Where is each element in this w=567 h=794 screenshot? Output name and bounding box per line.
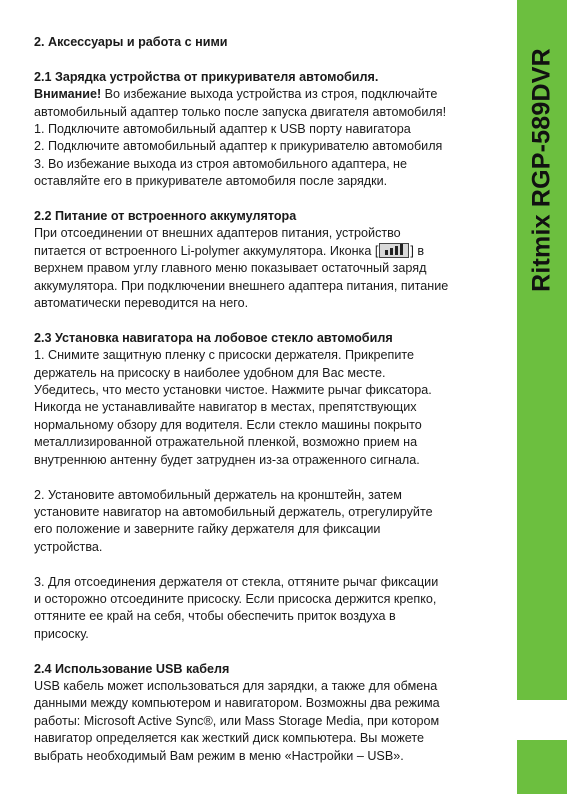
paragraph-line: Никогда не устанавливайте навигатор в местах, препятствующих	[34, 400, 417, 415]
paragraph-line: При отсоединении от внешних адаптеров питания, устройство	[34, 226, 401, 241]
subsection-title-2-2: 2.2 Питание от встроенного аккумулятора	[34, 209, 297, 224]
sidebar-page-band	[517, 740, 567, 794]
page-content	[34, 34, 506, 765]
paragraph-line: данными между компьютером и навигатором. Возможны два режима	[34, 696, 440, 711]
brand-logo	[528, 48, 557, 292]
paragraph-line: установите навигатор на автомобильный держатель, отрегулируйте	[34, 504, 433, 519]
paragraph-line: Убедитесь, что место установки чистое. Нажмите рычаг фиксатора.	[34, 383, 432, 398]
brand-name: Ritmix	[527, 214, 556, 292]
subsection-title-2-4: 2.4 Использование USB кабеля	[34, 661, 230, 676]
paragraph-line: и осторожно отсоедините присоску. Если присоска держится крепко,	[34, 591, 437, 606]
paragraph-line: аккумулятора. При подключении внешнего адаптера питания, питание	[34, 278, 449, 293]
paragraph-line: 3. Для отсоединения держателя от стекла, оттяните рычаг фиксации	[34, 574, 439, 589]
paragraph-line: навигатор определяется как жесткий диск компьютера. Вы можете	[34, 731, 425, 746]
paragraph-line: его положение и заверните гайку держателя для фиксации	[34, 522, 381, 537]
paragraph-line	[34, 243, 506, 260]
paragraph-text: питается от встроенного Li-polymer аккумулятора. Иконка [	[34, 243, 379, 258]
paragraph-line: 2. Установите автомобильный держатель на кронштейн, затем	[34, 487, 402, 502]
subsection-title-2-1: 2.1 Зарядка устройства от прикуривателя автомобиля.	[34, 69, 379, 84]
section-title: 2. Аксессуары и работа с ними	[34, 35, 228, 49]
battery-icon	[379, 243, 409, 258]
step-2: 2. Подключите автомобильный адаптер к прикуривателю автомобиля	[34, 139, 443, 154]
paragraph-line: нормальному обзору для водителя. Если стекло машины покрыто	[34, 417, 422, 432]
paragraph-line: автоматически переводится на него.	[34, 296, 249, 311]
paragraph-line: внутреннюю антенну будет затруднен из-за отраженного сигнала.	[34, 452, 420, 467]
paragraph-text: ] в	[410, 243, 425, 258]
paragraph-line: держатель на присоску в наиболее удобном для Вас месте.	[34, 365, 386, 380]
warning-line	[34, 86, 506, 103]
warning-text: Во избежание выхода устройства из строя, подключайте	[101, 87, 438, 102]
paragraph-line: устройства.	[34, 539, 103, 554]
step-3-cont: оставляйте его в прикуривателе автомобиля после зарядки.	[34, 174, 388, 189]
paragraph-line: металлизированной отражательной пленкой, возможно прием на	[34, 435, 418, 450]
paragraph-line: 1. Снимите защитную пленку с присоски держателя. Прикрепите	[34, 348, 415, 363]
subsection-title-2-3: 2.3 Установка навигатора на лобовое стекло автомобиля	[34, 330, 393, 345]
warning-label: Внимание!	[34, 87, 102, 102]
brand-model: RGP-589DVR	[527, 48, 556, 208]
paragraph-line: верхнем правом углу главного меню показывает остаточный заряд	[34, 261, 427, 276]
paragraph-line: работы: Microsoft Active Sync®, или Mass Storage Media, при котором	[34, 713, 440, 728]
paragraph-line: выбрать необходимый Вам режим в меню «Настройки – USB».	[34, 748, 404, 763]
step-1: 1. Подключите автомобильный адаптер к USB порту навигатора	[34, 122, 411, 137]
warning-line-2: автомобильный адаптер только после запуска двигателя автомобиля!	[34, 104, 447, 119]
step-3: 3. Во избежание выхода из строя автомобильного адаптера, не	[34, 156, 408, 171]
paragraph-line: присоску.	[34, 626, 89, 641]
paragraph-line: оттяните ее край на себя, чтобы обеспечить приток воздуха в	[34, 609, 396, 624]
paragraph-line: USB кабель может использоваться для зарядки, а также для обмена	[34, 678, 438, 693]
